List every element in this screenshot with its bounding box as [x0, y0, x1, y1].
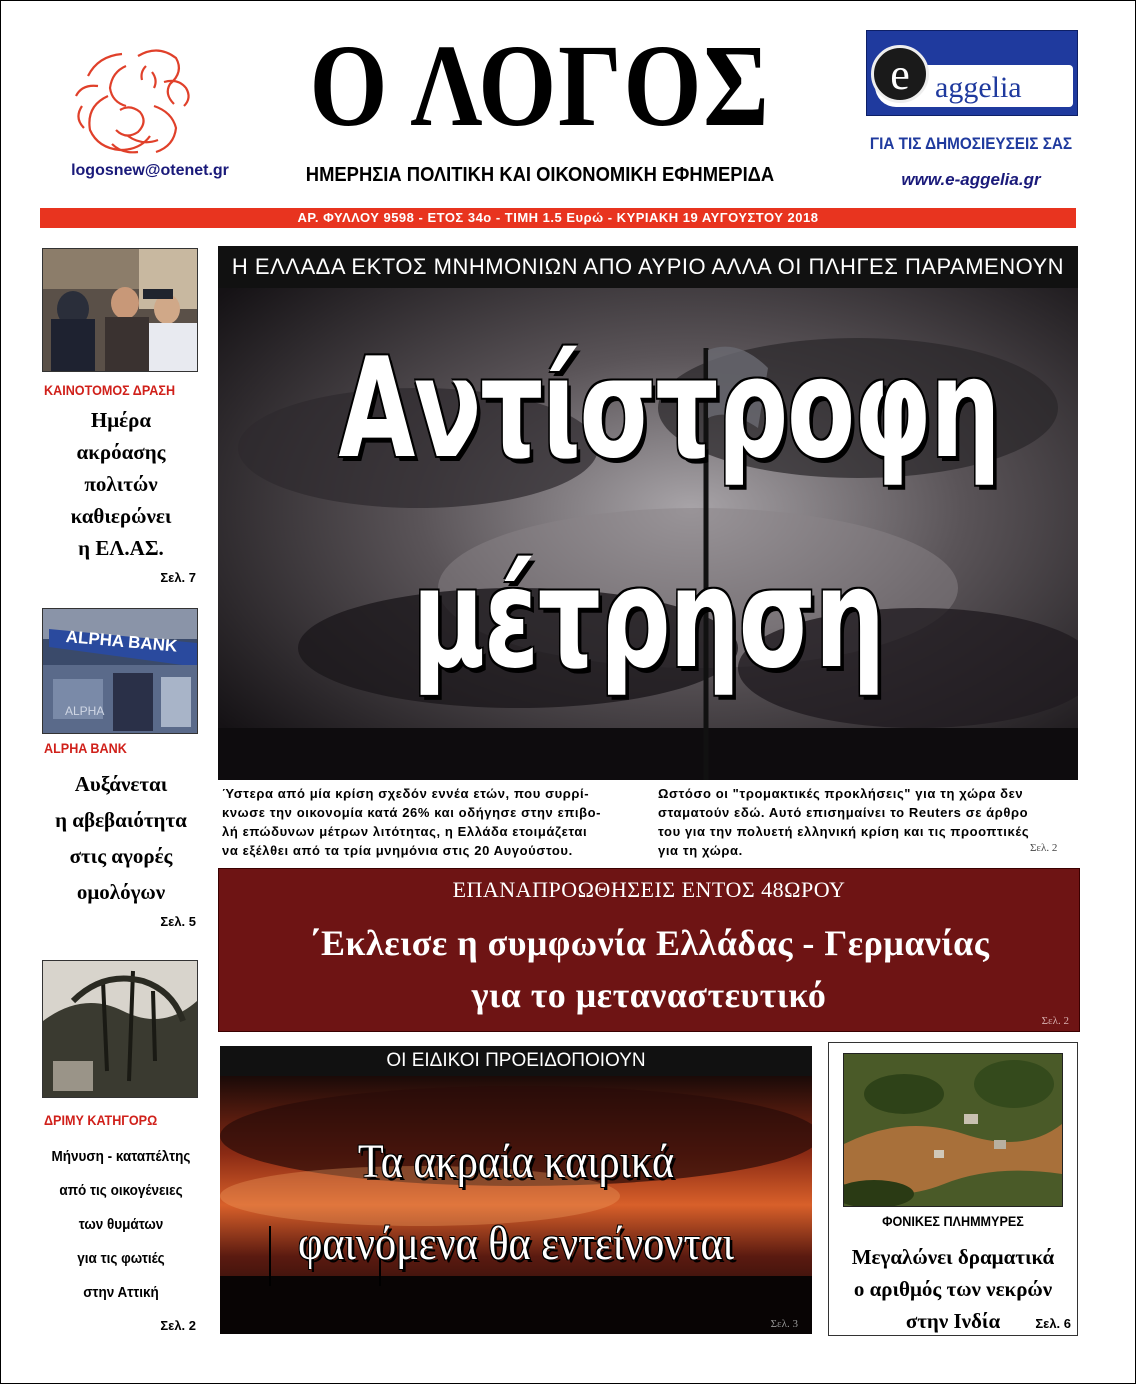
sidebar-1-category: ΚΑΙΝΟΤΟΜΟΣ ΔΡΑΣΗ [44, 382, 176, 398]
sidebar-1-page: Σελ. 7 [160, 570, 196, 585]
india-page: Σελ. 6 [1035, 1316, 1071, 1331]
alpha-bank-sign: ALPHA BANK [65, 627, 179, 656]
headline-line: η αβεβαιότητα [55, 808, 187, 832]
headline-line: ΄Εκλεισε η συμφωνία Ελλάδας - Γερμανίας [308, 923, 990, 963]
alpha-sign-small: ALPHA [65, 704, 105, 718]
weather-headline-line-1: Τα ακραία καιρικά [357, 1135, 675, 1188]
headline-line: η ΕΛ.ΑΣ. [78, 536, 164, 560]
lead-page: Σελ. 2 [1030, 842, 1058, 854]
storm-sunset-photo [220, 1076, 812, 1334]
body-line: Ύστερα από μία κρίση σχεδόν εννέα ετών, που συρρί- [222, 786, 590, 801]
weather-photo[interactable] [220, 1076, 812, 1334]
headline-line: Μήνυση - καταπέλτης [51, 1148, 191, 1165]
masthead-title: Ο ΛΟΓΟΣ [309, 20, 771, 151]
body-line: Ωστόσο οι "τρομακτικές προκλήσεις" για τη χώρα δεν [658, 786, 1024, 801]
lead-body-col-1 [222, 784, 652, 860]
headline-line: ακρόασης [76, 440, 166, 464]
body-line: του για την πολυετή ελληνική κρίση και τις προοπτικές [658, 824, 1030, 839]
migration-page: Σελ. 2 [1041, 1015, 1069, 1027]
e-aggelia-ad[interactable] [866, 30, 1078, 116]
alpha-bank-photo [42, 608, 198, 734]
lead-headline-line-1: Αντίστροφη [338, 328, 1000, 489]
contact-email[interactable]: logosnew@otenet.gr [71, 162, 229, 179]
headline-line: στις αγορές [69, 844, 173, 868]
weather-page: Σελ. 3 [770, 1318, 798, 1330]
fire-aftermath-photo [42, 960, 198, 1098]
body-line: λή επώδυνων μέτρων λιτότητας, η Ελλάδα ετοιμάζεται [222, 824, 588, 839]
headline-line: Ημέρα [90, 408, 152, 432]
india-category: ΦΟΝΙΚΕΣ ΠΛΗΜΜΥΡΕΣ [882, 1213, 1024, 1229]
migration-box[interactable] [218, 868, 1080, 1032]
police-photo [42, 248, 198, 372]
weather-headline-line-2: φαινόμενα θα εντείνονται [298, 1217, 734, 1270]
sidebar-3-page: Σελ. 2 [160, 1318, 196, 1333]
migration-kicker: ΕΠΑΝΑΠΡΟΩΘΗΣΕΙΣ ΕΝΤΟΣ 48ΩΡΟΥ [452, 877, 846, 902]
sidebar-2-category: ALPHA BANK [44, 740, 127, 756]
headline-line: στην Ινδία [905, 1309, 1001, 1333]
sidebar-1-headline[interactable] [36, 404, 206, 564]
body-line: κνωσε την οικονομία κατά 26% και οδήγησε στην επιβο- [222, 805, 602, 820]
masthead-subtitle: ΗΜΕΡΗΣΙΑ ΠΟΛΙΤΙΚΗ ΚΑΙ ΟΙΚΟΝΟΜΙΚΗ ΕΦΗΜΕΡΙΔΑ [305, 164, 775, 186]
logo-illustration [68, 36, 208, 166]
weather-banner: ΟΙ ΕΙΔΙΚΟΙ ΠΡΟΕΙΔΟΠΟΙΟΥΝ [220, 1046, 812, 1076]
lead-headline-line-2: μέτρηση [412, 538, 884, 699]
migration-headline [219, 917, 1079, 1021]
headline-line: ο αριθμός των νεκρών [853, 1277, 1053, 1301]
headline-line: των θυμάτων [78, 1216, 164, 1233]
body-line: να εξέλθει από τα τρία μνημόνια στις 20 Αυγούστου. [222, 843, 573, 858]
body-line: για τη χώρα. [658, 843, 743, 858]
sidebar-3-category: ΔΡΙΜΥ ΚΑΤΗΓΟΡΩ [44, 1112, 158, 1128]
headline-line: για το μεταναστευτικό [471, 975, 827, 1015]
sidebar-3-headline[interactable] [45, 1140, 198, 1310]
sidebar-2-headline[interactable] [36, 766, 206, 910]
body-line: σταματούν εδώ. Αυτό επισημαίνει το Reuters σε άρθρο [658, 805, 1029, 820]
flood-aerial-image [844, 1054, 1062, 1206]
headline-line: Μεγαλώνει δραματικά [851, 1245, 1055, 1269]
lead-photo[interactable] [218, 288, 1078, 780]
ad-url[interactable]: www.e-aggelia.gr [901, 170, 1041, 189]
issue-info-bar: ΑΡ. ΦΥΛΛΟΥ 9598 - ΕΤΟΣ 34ο - ΤΙΜΗ 1.5 Ευρώ - ΚΥΡΙΑΚΗ 19 ΑΥΓΟΥΣΤΟΥ 2018 [40, 208, 1076, 228]
headline-line: στην Αττική [83, 1284, 159, 1301]
headline-line: ομολόγων [76, 880, 166, 904]
lead-banner: Η ΕΛΛΑΔΑ ΕΚΤΟΣ ΜΝΗΜΟΝΙΩΝ ΑΠΟ ΑΥΡΙΟ ΑΛΛΑ ΟΙ ΠΛΗΓΕΣ ΠΑΡΑΜΕΝΟΥΝ [218, 246, 1078, 288]
ad-logo-text: aggelia [935, 71, 1022, 104]
ad-tagline: ΓΙΑ ΤΙΣ ΔΗΜΟΣΙΕΥΣΕΙΣ ΣΑΣ [869, 134, 1073, 153]
flood-photo [843, 1053, 1063, 1207]
headline-line: Αυξάνεται [74, 772, 168, 796]
headline-line: καθιερώνει [70, 504, 172, 528]
sidebar-2-page: Σελ. 5 [160, 914, 196, 929]
india-floods-box[interactable] [828, 1042, 1078, 1336]
headline-line: πολιτών [84, 472, 158, 496]
headline-line: για τις φωτιές [77, 1250, 165, 1267]
headline-line: από τις οικογένειες [59, 1182, 183, 1199]
e-logo-icon: e [871, 45, 929, 103]
lead-body-col-2 [658, 784, 1078, 860]
